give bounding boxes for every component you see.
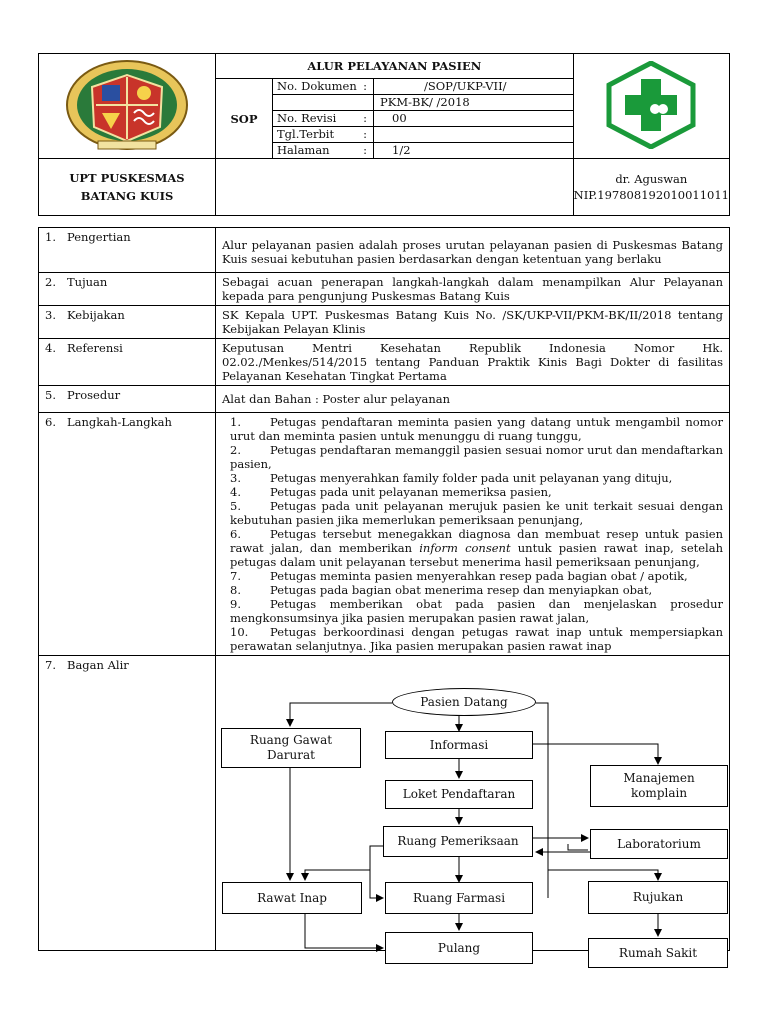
meta-key: Halaman : xyxy=(273,143,374,159)
flow-node-pharmacy: Ruang Farmasi xyxy=(385,882,533,914)
step-item: 5. Petugas pada unit pelayanan merujuk pasien ke unit terkait sesuai dengan kebutuhan pasien jika memerlukan pemeriksaan penunjang, xyxy=(230,499,723,527)
flow-node-referral: Rujukan xyxy=(588,881,728,914)
flow-start-node: Pasien Datang xyxy=(392,688,536,716)
section-row xyxy=(39,228,730,273)
sop-label: SOP xyxy=(216,79,273,159)
section-label: 7. Bagan Alir xyxy=(39,656,216,951)
meta-value xyxy=(374,127,574,143)
flow-node-info: Informasi xyxy=(385,731,533,759)
blank-cell xyxy=(216,159,574,216)
section-text: Alur pelayanan pasien adalah proses urutan pelayanan pasien di Puskesmas Batang Kuis sesuai kebutuhan pasien berdasarkan dengan ketentuan yang berlaku xyxy=(216,228,730,273)
meta-key: No. Revisi : xyxy=(273,111,374,127)
flow-node-exam: Ruang Pemeriksaan xyxy=(383,826,533,857)
section-row xyxy=(39,306,730,339)
step-item: 4. Petugas pada unit pelayanan memeriksa pasien, xyxy=(230,485,552,499)
steps-row xyxy=(39,413,730,656)
regency-seal-icon xyxy=(62,57,192,153)
flow-node-home: Pulang xyxy=(385,932,533,964)
flow-node-registration: Loket Pendaftaran xyxy=(385,780,533,809)
meta-value: PKM-BK/ /2018 xyxy=(374,95,574,111)
step-item: 9. Petugas memberikan obat pada pasien dan menjelaskan prosedur mengkonsumsinya jika pasien merupakan pasien rawat jalan, xyxy=(230,597,723,625)
flow-node-inpatient: Rawat Inap xyxy=(222,882,362,914)
puskesmas-logo-icon xyxy=(605,61,697,149)
document-title: ALUR PELAYANAN PASIEN xyxy=(216,54,574,79)
flow-node-hospital: Rumah Sakit xyxy=(588,938,728,968)
step-item: 6. Petugas tersebut menegakkan diagnosa dan membuat resep untuk pasien rawat jalan, dan memberikan inform consent untuk pasien rawat inap, setelah petugas dalam unit pelayanan tersebut menerima hasil pemeriksaan penunjang, xyxy=(230,527,723,569)
section-label: 4. Referensi xyxy=(39,339,216,386)
signer-name: dr. Aguswan xyxy=(615,172,688,186)
section-label: 5. Prosedur xyxy=(39,386,216,413)
step-item: 10. Petugas berkoordinasi dengan petugas rawat inap untuk mempersiapkan perawatan selanjutnya. Jika pasien merupakan pasien rawat inap xyxy=(230,625,723,653)
signature-block xyxy=(573,159,729,216)
flow-node-ugd: Ruang Gawat Darurat xyxy=(221,728,361,768)
section-text: Keputusan Mentri Kesehatan Republik Indonesia Nomor Hk. 02.02./Menkes/514/2015 tentang Panduan Praktik Kinis Bagi Dokter di fasilitas Pelayanan Kesehatan Tingkat Pertama xyxy=(216,339,730,386)
flow-node-lab: Laboratorium xyxy=(590,829,728,859)
step-item: 8. Petugas pada bagian obat menerima resep dan menyiapkan obat, xyxy=(230,583,653,597)
step-item: 7. Petugas meminta pasien menyerahkan resep pada bagian obat / apotik, xyxy=(230,569,688,583)
org-line-2: BATANG KUIS xyxy=(80,189,174,203)
section-text: Alat dan Bahan : Poster alur pelayanan xyxy=(216,386,730,413)
section-row xyxy=(39,339,730,386)
section-text: Sebagai acuan penerapan langkah-langkah dalam menampilkan Alur Pelayanan kepada para pengunjung Puskesmas Batang Kuis xyxy=(216,273,730,306)
meta-key: No. Dokumen : xyxy=(273,79,374,95)
meta-key: Tgl.Terbit : xyxy=(273,127,374,143)
seal-cell xyxy=(39,54,216,159)
section-label: 6. Langkah-Langkah xyxy=(39,413,216,656)
puskesmas-logo-cell xyxy=(573,54,729,159)
meta-value: 1/2 xyxy=(374,143,574,159)
sop-body-table xyxy=(38,227,730,951)
meta-key xyxy=(273,95,374,111)
section-label: 1. Pengertian xyxy=(39,228,216,273)
meta-value: 00 xyxy=(374,111,574,127)
step-item: 1. Petugas pendaftaran meminta pasien yang datang untuk mengambil nomor urut dan meminta pasien untuk menunggu di ruang tunggu, xyxy=(230,415,723,443)
section-label: 2. Tujuan xyxy=(39,273,216,306)
meta-value: /SOP/UKP-VII/ xyxy=(374,79,574,95)
steps-list xyxy=(216,413,730,656)
flowchart-row xyxy=(39,656,730,951)
section-text: SK Kepala UPT. Puskesmas Batang Kuis No. /SK/UKP-VII/PKM-BK/II/2018 tentang Kebijakan Pelayan Klinis xyxy=(216,306,730,339)
step-item: 2. Petugas pendaftaran memanggil pasien sesuai nomor urut dan mendaftarkan pasien, xyxy=(230,443,723,471)
organization-name xyxy=(39,159,216,216)
signer-nip: NIP.197808192010011011 xyxy=(573,188,729,202)
flowchart-cell xyxy=(216,656,730,951)
flow-node-complaint: Manajemen komplain xyxy=(590,765,728,807)
org-line-1: UPT PUSKESMAS xyxy=(69,171,185,185)
header-table xyxy=(38,53,730,216)
section-row xyxy=(39,273,730,306)
section-label: 3. Kebijakan xyxy=(39,306,216,339)
step-item: 3. Petugas menyerahkan family folder pada unit pelayanan yang dituju, xyxy=(230,471,673,485)
section-row xyxy=(39,386,730,413)
